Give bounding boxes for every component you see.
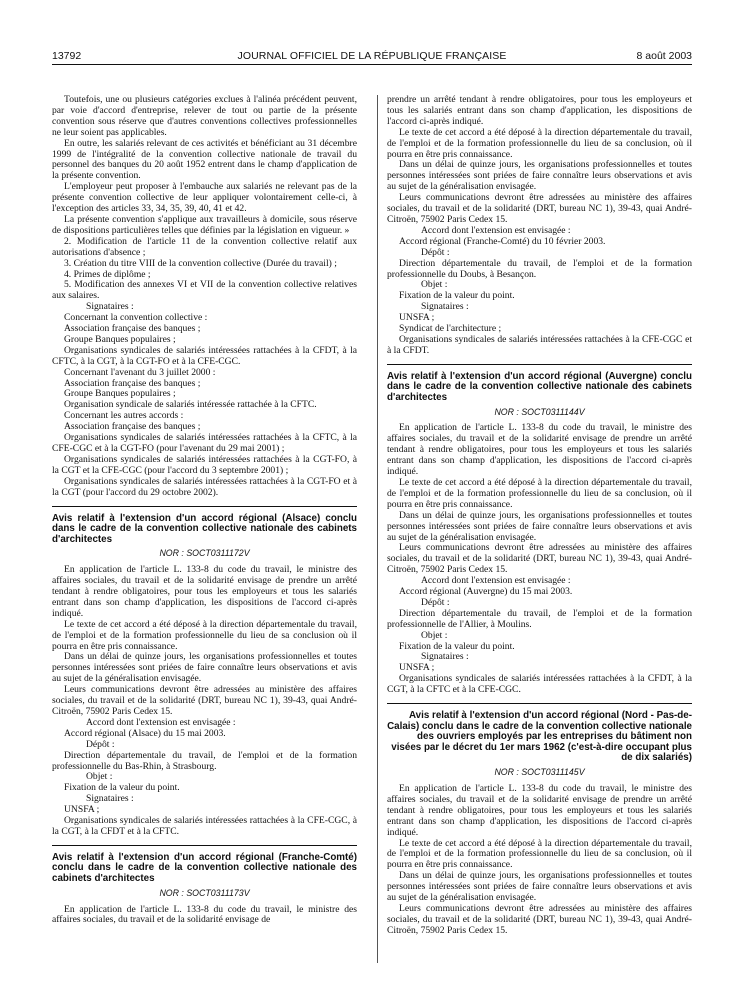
paragraph: Le texte de cet accord a été déposé à la direction départementale du travail, de l'emploi et de la formation professionnelle du lieu de sa conclusion, où il pourra en être pris connaissance. [387,476,692,510]
right-column [387,95,692,937]
signatory-line: Syndicat de l'architecture ; [399,323,502,335]
issue-date: 8 août 2003 [636,50,692,62]
signatory-line: Organisations syndicales de salariés intéressées rattachées à la CGT-FO, à la CGT et la CFE-CGC (pour l'accord du 3 septembre 2001) ; [52,453,357,476]
depot-value: Direction départementale du travail, de l'emploi et de la formation professionnelle du Bas-Rhin, à Strasbourg. [52,749,357,772]
left-column [52,95,357,926]
signatory-line: Association française des banques ; [64,377,201,389]
accord-label: Accord dont l'extension est envisagée : [421,224,571,236]
objet-value: Fixation de la valeur du point. [399,290,515,302]
depot-label: Dépôt : [86,738,115,750]
paragraph: L'employeur peut proposer à l'embauche aux salariés ne relevant pas de la présente convention collective de leur appliquer volontairement celle-ci, à l'exception des articles 33, 34, 35, 39, 40, 41 et 42. [52,181,357,215]
paragraph: prendre un arrêté tendant à rendre obligatoires, pour tous les employeurs et tous les salariés entrant dans son champ d'application, les dispositions de l'accord ci-après indiqué. [387,94,692,127]
paragraph: Le texte de cet accord a été déposé à la direction départementale du travail, de l'emploi et de la formation professionnelle du lieu de sa conclusion où il pourra en être pris connaissance. [52,618,357,652]
signatory-line: UNSFA ; [399,312,435,324]
accord-value: Accord régional (Auvergne) du 15 mai 2003. [399,586,573,598]
objet-value: Fixation de la valeur du point. [64,782,180,794]
paragraph: Leurs communications devront être adressées au ministère des affaires sociales, du travail et de la solidarité (DRT, bureau NC 1), 39-43, quai André-Citroën, 75902 Paris Cedex 15. [387,542,692,576]
signatory-line: Organisation syndicale de salariés intéressée rattachée à la CFTC. [64,399,317,411]
paragraph: En application de l'article L. 133-8 du code du travail, le ministre des affaires sociales, du travail et de la solidarité envisage de prendre un arrêté tendant à rendre obligatoires, pour tous les employeurs et tous les salariés entrant dans son champ d'application, les dispositions de l'accord ci-après indiqué. [387,422,692,478]
signataires-label: Signataires : [86,793,134,805]
notice-heading-alsace: Avis relatif à l'extension d'un accord régional (Alsace) conclu dans le cadre de la convention collective nationale des cabinets d'architectes [52,512,357,545]
depot-label: Dépôt : [421,596,450,608]
page-header [52,50,692,64]
objet-value: Fixation de la valeur du point. [399,640,515,652]
signatory-line: Concernant la convention collective : [64,312,208,324]
signataires-label: Signataires : [421,301,469,313]
paragraph: Leurs communications devront être adressées au ministère des affaires sociales, du travail et de la solidarité (DRT, bureau NC 1), 39-43, quai André-Citroën, 75902 Paris Cedex 15. [387,192,692,225]
signatory-line: Concernant les autres accords : [64,410,184,422]
notice-heading-franche-comte: Avis relatif à l'extension d'un accord régional (Franche-Comté) conclu dans le cadre de la convention collective nationale des cabinets d'architectes [52,851,357,885]
paragraph: Dans un délai de quinze jours, les organisations professionnelles et toutes personnes intéressées sont priées de faire connaître leurs observations et avis au sujet de la généralisation envisagée. [387,870,692,904]
depot-label: Dépôt : [421,246,450,258]
signatory-line: Association française des banques ; [64,421,201,433]
list-item: 5. Modification des annexes VI et VII de la convention collective relatives aux salaires. [52,279,357,302]
accord-value: Accord régional (Alsace) du 15 mai 2003. [64,727,226,739]
header-rule [52,64,692,65]
paragraph: En application de l'article L. 133-8 du code du travail, le ministre des affaires sociales, du travail et de la solidarité envisage de prendre un arrêté tendant à rendre obligatoires, pour tous les employeurs et tous les salariés entrant dans son champ d'application, les dispositions de l'accord ci-après indiqué. [52,564,357,619]
objet-label: Objet : [86,771,113,783]
signatory-line: UNSFA ; [399,662,435,674]
signataires-label: Signataires : [421,651,469,663]
signatory-line: Concernant l'avenant du 3 juillet 2000 : [64,366,216,378]
section-separator [387,703,692,704]
section-separator [52,845,357,846]
section-separator [387,364,692,365]
paragraph: Dans un délai de quinze jours, les organisations professionnelles et toutes personnes intéressées sont priées de faire connaître leurs observations et avis au sujet de la généralisation envisagée. [387,509,692,543]
signatory-line: Organisations syndicales de salariés intéressées rattachées à la CFDT, à la CGT, à la CFTC et à la CFE-CGC. [387,673,692,696]
notice-heading-auvergne: Avis relatif à l'extension d'un accord régional (Auvergne) conclu dans le cadre de la convention collective nationale des cabinets d'architectes [387,370,692,403]
signatory-line: Groupe Banques populaires ; [64,388,176,400]
objet-label: Objet : [421,279,448,291]
signatory-line: Groupe Banques populaires ; [64,333,176,345]
signatory-line: Organisations syndicales de salariés intéressées rattachées à la CFDT, à la CFTC, à la CGT, à la CGT-FO et à la CFE-CGC. [52,344,357,367]
list-item: 2. Modification de l'article 11 de la convention collective relatif aux autorisations d'absence ; [52,235,357,258]
paragraph: Leurs communications devront être adressées au ministère des affaires sociales, du travail et de la solidarité (DRT, bureau NC 1), 39-43, quai André-Citroën, 75902 Paris Cedex 15. [387,902,692,936]
list-item: 3. Création du titre VIII de la convention collective (Durée du travail) ; [64,257,337,269]
accord-label: Accord dont l'extension est envisagée : [421,575,571,587]
signatory-line: Organisations syndicales de salariés intéressées rattachées à la CFE-CGC, à la CGT, à la CFDT et à la CFTC. [52,815,357,837]
paragraph: En outre, les salariés relevant de ces activités et bénéficiant au 31 décembre 1999 de l'intégralité de la convention collective nationale de travail du personnel des banques du 20 août 1952 entrent dans le champ d'application de la présente convention. [52,137,357,182]
accord-value: Accord régional (Franche-Comté) du 10 février 2003. [399,235,606,247]
column-divider [377,95,378,963]
notice-heading-nord-pas-de-calais: Avis relatif à l'extension d'un accord régional (Nord - Pas-de-Calais) conclu dans le cadre de la convention collective nationale des ouvriers employés par les entreprises du bâtiment non visées par le décret du 1er mars 1962 (c'est-à-dire occupant plus de dix salariés) [387,710,692,764]
objet-label: Objet : [421,629,448,641]
signatory-line: UNSFA ; [64,804,100,816]
signataires-label: Signataires : [86,301,134,313]
signatory-line: Organisations syndicales de salariés intéressées rattachées à la CGT-FO et à la CGT (pour l'accord du 29 octobre 2002). [52,475,357,498]
nor-reference: NOR : SOCT0311173V [159,887,250,898]
section-separator [52,506,357,507]
nor-reference: NOR : SOCT0311172V [159,548,250,559]
paragraph: Le texte de cet accord a été déposé à la direction départementale du travail, de l'emploi et de la formation professionnelle du lieu de sa conclusion, où il pourra en être pris connaissance. [387,837,692,871]
paragraph: Le texte de cet accord a été déposé à la direction départementale du travail, de l'emploi et de la formation professionnelle du lieu de sa conclusion, où il pourra en être pris connaissance. [387,126,692,160]
list-item: 4. Primes de diplôme ; [64,268,151,280]
paragraph: Toutefois, une ou plusieurs catégories exclues à l'alinéa précédent peuvent, par voie d'accord d'entreprise, relever de tout ou partie de la présente convention sous réserve que d'autres conventions collectives professionnelles ne leur soient pas applicables. [52,94,357,138]
signatory-line: Organisations syndicales de salariés intéressées rattachées à la CFE-CGC et à la CFDT. [387,333,692,356]
paragraph: Dans un délai de quinze jours, les organisations professionnelles et toutes personnes intéressées sont priées de faire connaître leurs observations et avis au sujet de la généralisation envisagée. [387,159,692,193]
depot-value: Direction départementale du travail, de l'emploi et de la formation professionnelle du Doubs, à Besançon. [387,257,692,280]
paragraph: En application de l'article L. 133-8 du code du travail, le ministre des affaires sociales, du travail et de la solidarité envisage de [52,903,357,926]
page-number: 13792 [52,50,82,62]
nor-reference: NOR : SOCT0311145V [494,767,585,778]
signatory-line: Association française des banques ; [64,323,201,335]
nor-reference: NOR : SOCT0311144V [494,406,585,417]
paragraph: Leurs communications devront être adressées au ministère des affaires sociales, du travail et de la solidarité (DRT, bureau NC 1), 39-43, quai André-Citroën, 75902 Paris Cedex 15. [52,684,357,717]
depot-value: Direction départementale du travail, de l'emploi et de la formation professionnelle de l'Allier, à Moulins. [387,607,692,630]
accord-label: Accord dont l'extension est envisagée : [86,716,236,728]
journal-title: JOURNAL OFFICIEL DE LA RÉPUBLIQUE FRANÇAISE [237,50,507,62]
paragraph: En application de l'article L. 133-8 du code du travail, le ministre des affaires sociales, du travail et de la solidarité envisage de prendre un arrêté tendant à rendre obligatoires, pour tous les employeurs et tous les salariés entrant dans son champ d'application, les dispositions de l'accord ci-après indiqué. [387,782,692,838]
paragraph: La présente convention s'applique aux travailleurs à domicile, sous réserve de dispositions particulières telles que définies par la législation en vigueur. » [52,213,357,236]
signatory-line: Organisations syndicales de salariés intéressées rattachées à la CFTC, à la CFE-CGC et à la CGT-FO (pour l'avenant du 29 mai 2001) ; [52,432,357,454]
paragraph: Dans un délai de quinze jours, les organisations professionnelles et toutes personnes intéressées sont priées de faire connaître leurs observations et avis au sujet de la généralisation envisagée. [52,651,357,685]
